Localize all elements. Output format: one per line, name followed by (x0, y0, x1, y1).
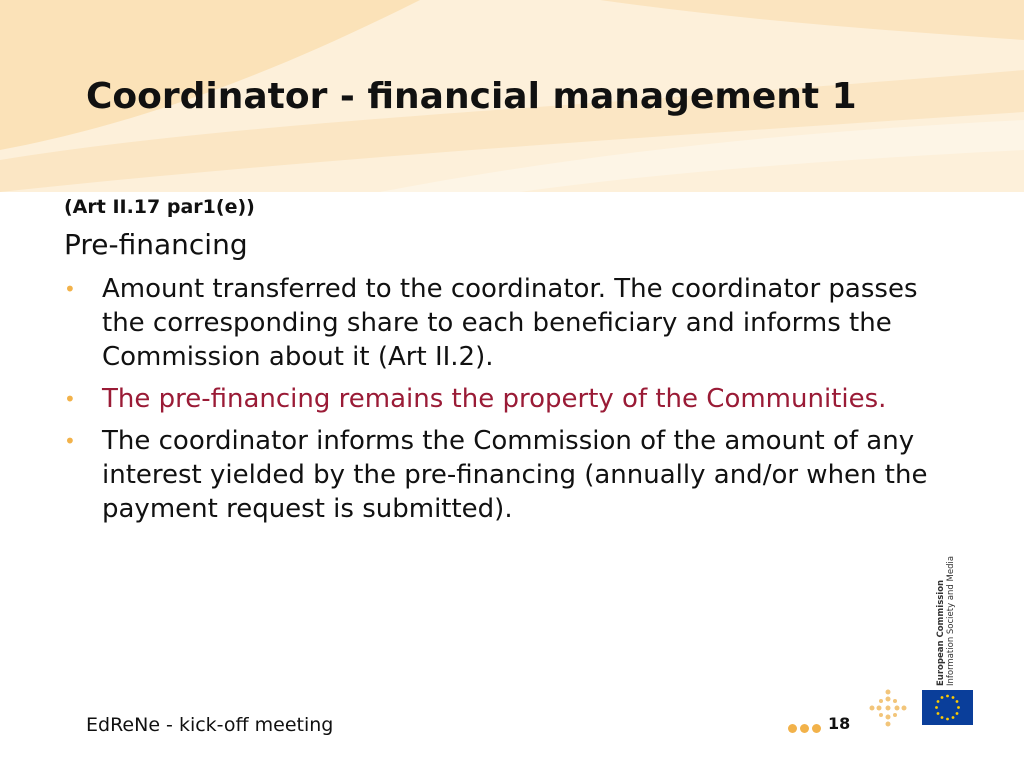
header-band (0, 0, 1024, 192)
bullet-item (60, 424, 930, 526)
slide-title: Coordinator - financial management 1 (86, 76, 857, 117)
footer-text: EdReNe - kick-off meeting (86, 714, 334, 736)
bullet-item (60, 272, 930, 374)
european-commission-logo-text (936, 555, 956, 686)
bullet-icon: • (64, 387, 76, 411)
page-number: 18 (828, 714, 851, 733)
section-heading: Pre-financing (64, 228, 248, 261)
bullet-text: The pre-financing remains the property of the Communities. (102, 384, 887, 414)
logo-line-2: Information Society and Media (946, 555, 956, 686)
bullet-icon: • (64, 277, 76, 301)
article-reference: (Art II.17 par1(e)) (64, 196, 255, 218)
bullet-text: The coordinator informs the Commission of the amount of any interest yielded by the pre-financing (annually and/or when the payment request is submitted). (102, 426, 928, 524)
bullet-item-highlight (60, 382, 930, 416)
eu-flag-icon (922, 690, 973, 725)
bullet-list (60, 272, 930, 534)
bullet-text: Amount transferred to the coordinator. The coordinator passes the corresponding share to each beneficiary and informs the Commission about it (Art II.2). (102, 274, 918, 372)
logo-line-1: European Commission (936, 579, 946, 686)
footer-dots-icon (788, 718, 824, 732)
bullet-icon: • (64, 429, 76, 453)
plus-dots-icon (868, 688, 908, 728)
